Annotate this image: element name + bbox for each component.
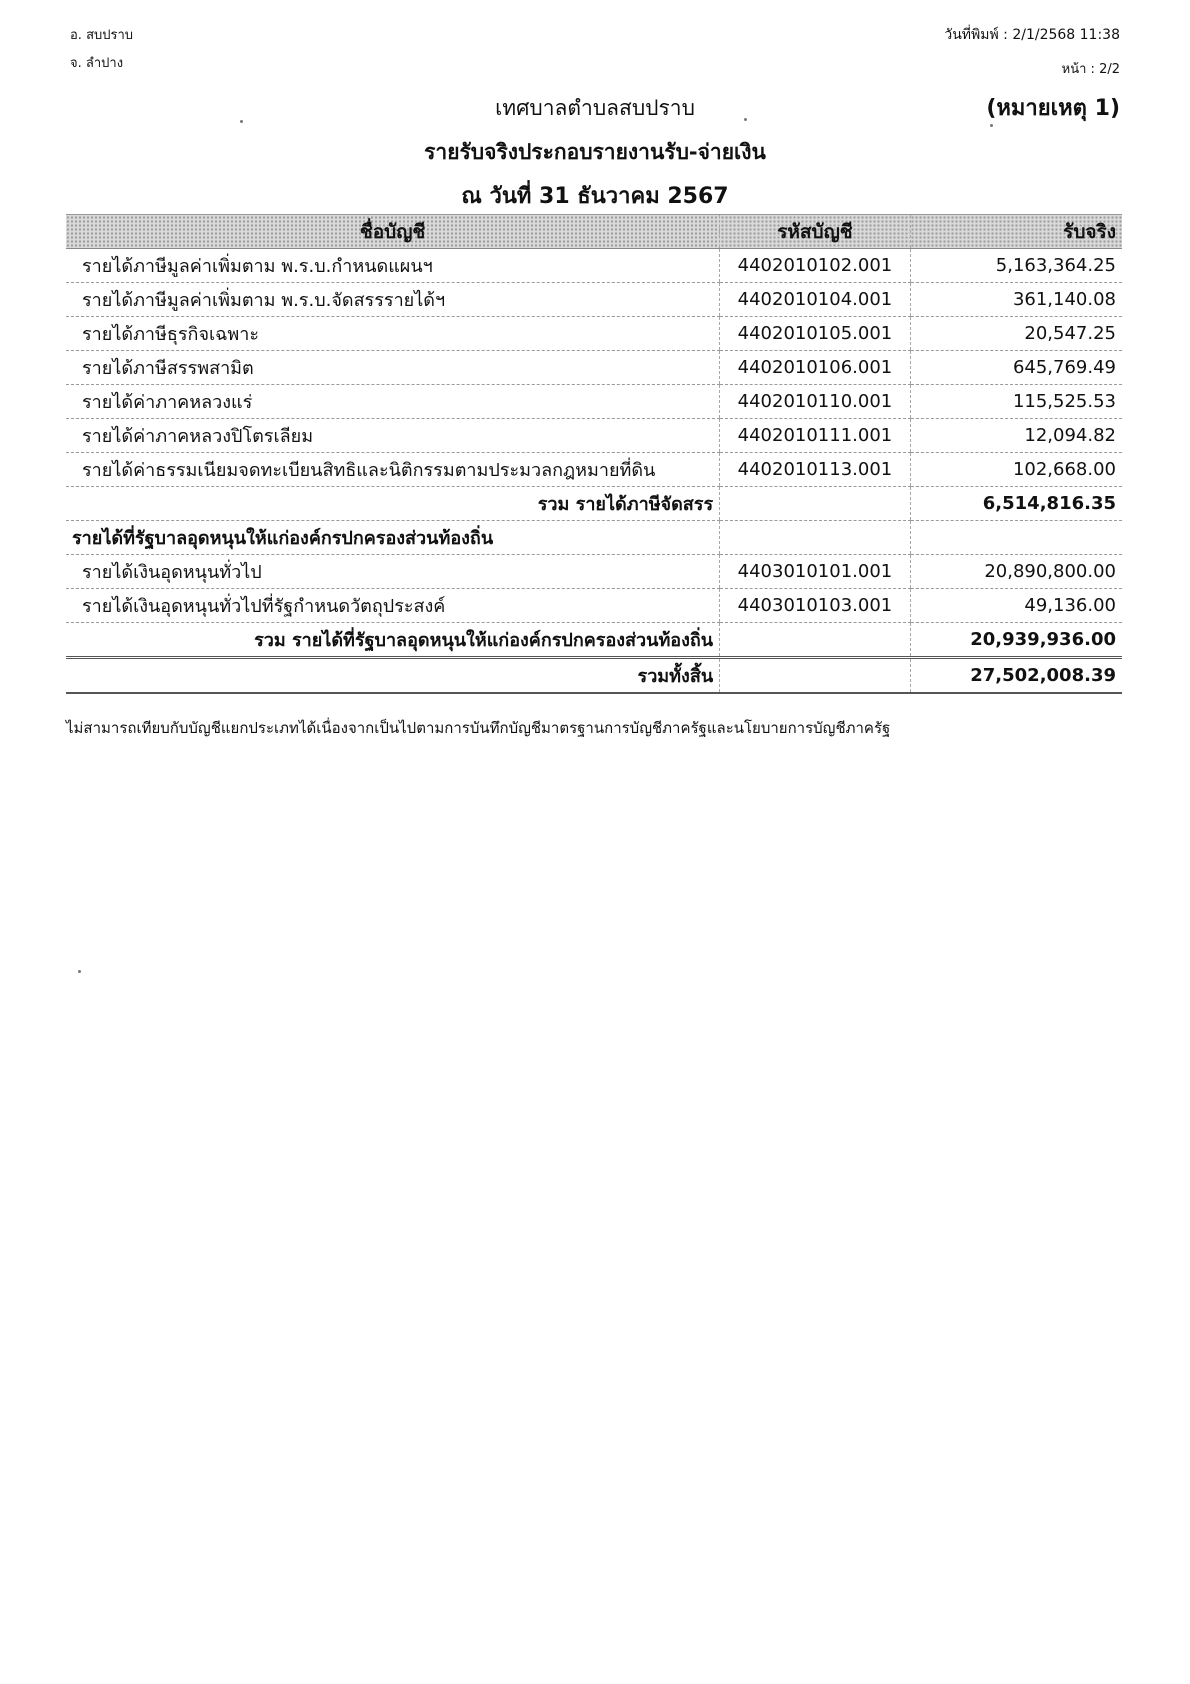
table-row (66, 419, 1122, 453)
col-account-code: รหัสบัญชี (720, 215, 911, 249)
subtotal-row (66, 623, 1122, 658)
account-name: รายได้ภาษีมูลค่าเพิ่มตาม พ.ร.บ.กำหนดแผนฯ (66, 249, 720, 283)
grand-total-amount: 27,502,008.39 (910, 658, 1122, 694)
report-date: ณ วันที่ 31 ธันวาคม 2567 (461, 184, 729, 209)
account-amount: 12,094.82 (910, 419, 1122, 453)
footnote: ไม่สามารถเทียบกับบัญชีแยกประเภทได้เนื่องจากเป็นไปตามการบันทึกบัญชีมาตรฐานการบัญชีภาครัฐและนโยบายการบัญชีภาครัฐ (66, 719, 891, 737)
account-name: รายได้ค่าธรรมเนียมจดทะเบียนสิทธิและนิติกรรมตามประมวลกฎหมายที่ดิน (66, 453, 720, 487)
table-row (66, 283, 1122, 317)
table-row (66, 589, 1122, 623)
account-amount: 49,136.00 (910, 589, 1122, 623)
note-reference: (หมายเหตุ 1) (986, 96, 1120, 121)
table-row (66, 249, 1122, 283)
account-amount: 20,547.25 (910, 317, 1122, 351)
account-code (720, 658, 911, 694)
print-date: วันที่พิมพ์ : 2/1/2568 11:38 (944, 27, 1120, 43)
col-account-name: ชื่อบัญชี (66, 215, 720, 249)
account-code: 4402010111.001 (720, 419, 911, 453)
account-amount: 115,525.53 (910, 385, 1122, 419)
account-code (720, 623, 911, 658)
subtotal-label: รวม รายได้ภาษีจัดสรร (66, 487, 720, 521)
table-header-row (66, 215, 1122, 249)
scan-speck (78, 970, 81, 973)
subtotal-label: รวม รายได้ที่รัฐบาลอุดหนุนให้แก่องค์กรปกครองส่วนท้องถิ่น (66, 623, 720, 658)
scan-speck (990, 124, 993, 127)
table-row (66, 385, 1122, 419)
account-name: รายได้ภาษีสรรพสามิต (66, 351, 720, 385)
account-code (720, 487, 911, 521)
account-name: รายได้เงินอุดหนุนทั่วไป (66, 555, 720, 589)
district-label: อ. สบปราบ (70, 28, 134, 43)
account-amount: 361,140.08 (910, 283, 1122, 317)
account-code: 4403010103.001 (720, 589, 911, 623)
scan-speck (744, 118, 747, 121)
grand-total-row (66, 658, 1122, 694)
grand-total-label: รวมทั้งสิ้น (66, 658, 720, 694)
account-name: รายได้ค่าภาคหลวงปิโตรเลียม (66, 419, 720, 453)
account-amount: 645,769.49 (910, 351, 1122, 385)
account-amount: 102,668.00 (910, 453, 1122, 487)
account-code: 4402010105.001 (720, 317, 911, 351)
account-code: 4402010102.001 (720, 249, 911, 283)
subtotal-amount: 6,514,816.35 (910, 487, 1122, 521)
group-heading-row (66, 521, 1122, 555)
group-heading: รายได้ที่รัฐบาลอุดหนุนให้แก่องค์กรปกครองส่วนท้องถิ่น (66, 521, 720, 555)
province-label: จ. ลำปาง (70, 56, 124, 71)
account-amount (910, 521, 1122, 555)
account-code: 4402010113.001 (720, 453, 911, 487)
organization-name: เทศบาลตำบลสบปราบ (495, 96, 695, 120)
subtotal-row (66, 487, 1122, 521)
account-amount: 20,890,800.00 (910, 555, 1122, 589)
account-name: รายได้เงินอุดหนุนทั่วไปที่รัฐกำหนดวัตถุประสงค์ (66, 589, 720, 623)
table-row (66, 317, 1122, 351)
account-name: รายได้ค่าภาคหลวงแร่ (66, 385, 720, 419)
account-amount: 5,163,364.25 (910, 249, 1122, 283)
page-number: หน้า : 2/2 (1061, 62, 1120, 77)
account-code: 4403010101.001 (720, 555, 911, 589)
account-name: รายได้ภาษีมูลค่าเพิ่มตาม พ.ร.บ.จัดสรรรายได้ฯ (66, 283, 720, 317)
scan-speck (240, 120, 243, 123)
table-row (66, 351, 1122, 385)
account-name: รายได้ภาษีธุรกิจเฉพาะ (66, 317, 720, 351)
table-row (66, 555, 1122, 589)
account-code: 4402010106.001 (720, 351, 911, 385)
col-actual-revenue: รับจริง (910, 215, 1122, 249)
subtotal-amount: 20,939,936.00 (910, 623, 1122, 658)
table-row (66, 453, 1122, 487)
account-code (720, 521, 911, 555)
report-title: รายรับจริงประกอบรายงานรับ-จ่ายเงิน (424, 140, 766, 164)
account-code: 4402010110.001 (720, 385, 911, 419)
revenue-table (66, 214, 1122, 694)
account-code: 4402010104.001 (720, 283, 911, 317)
